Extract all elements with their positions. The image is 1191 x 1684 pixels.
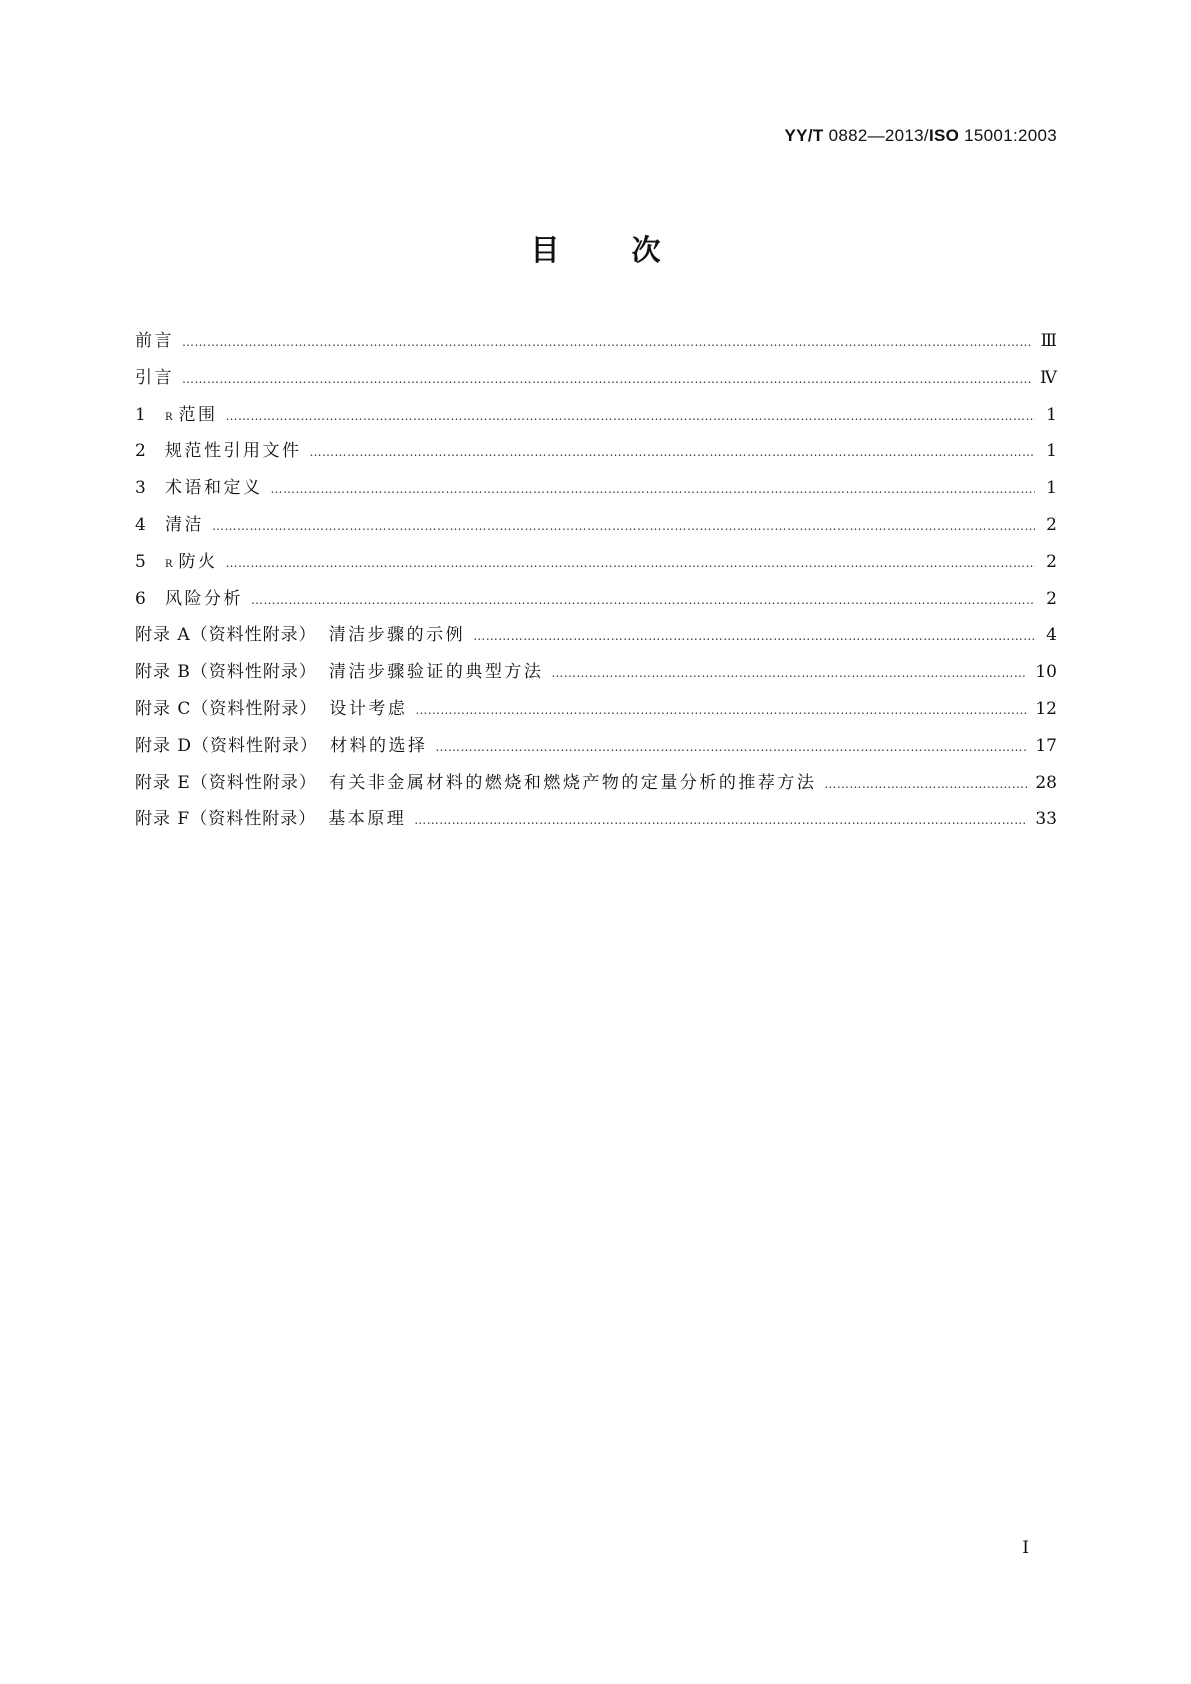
- annex-prefix: 附录 F（资料性附录）: [135, 809, 317, 830]
- toc-entry-number: 1: [135, 404, 146, 425]
- toc-entry-label: 术语和定义: [165, 478, 263, 499]
- toc-entry-6[interactable]: [135, 584, 1057, 621]
- toc-entry-page: Ⅲ: [1040, 331, 1057, 351]
- standard-code-iso: ISO: [928, 126, 960, 145]
- toc-entry-page: Ⅳ: [1040, 367, 1057, 388]
- toc-entry-label: 范围: [178, 404, 218, 425]
- annex-prefix: 附录 B（资料性附录）: [135, 662, 317, 683]
- toc-entry-page: 1: [1046, 478, 1057, 499]
- toc-entry-page: 2: [1046, 588, 1057, 609]
- toc-annex-b[interactable]: [135, 657, 1057, 694]
- toc-entry-4[interactable]: [135, 510, 1057, 547]
- toc-entry-page: 2: [1046, 514, 1057, 535]
- annex-prefix: 附录 D（资料性附录）: [135, 735, 319, 756]
- page-number: I: [1022, 1538, 1029, 1558]
- toc-entry-page: 1: [1046, 441, 1057, 462]
- annex-page: 17: [1035, 735, 1057, 756]
- toc-annex-e[interactable]: [135, 768, 1057, 805]
- toc-entry-number: 4: [135, 514, 146, 535]
- toc-annex-f[interactable]: [135, 804, 1057, 841]
- dot-leader: [226, 556, 1035, 570]
- dot-leader: [271, 482, 1036, 496]
- dot-leader: [212, 519, 1035, 533]
- dot-leader: [824, 777, 1027, 791]
- annex-label: 设计考虑: [329, 698, 408, 719]
- dot-leader: [473, 629, 1035, 643]
- standard-code-number: 0882—2013/: [828, 126, 929, 145]
- dot-leader: [310, 445, 1036, 459]
- title-char-2: 次: [631, 233, 661, 267]
- dot-leader: [182, 335, 1033, 349]
- dot-leader: [182, 372, 1032, 386]
- annex-prefix: 附录 E（资料性附录）: [135, 772, 317, 793]
- annex-label: 材料的选择: [330, 735, 428, 756]
- toc-annex-a[interactable]: [135, 620, 1057, 657]
- toc-entry-label: 规范性引用文件: [165, 441, 302, 462]
- toc-entry-label: 引言: [135, 367, 174, 388]
- dot-leader: [551, 666, 1027, 680]
- standard-code-prefix: YY/T: [784, 126, 824, 145]
- toc-entry-introduction[interactable]: [135, 363, 1057, 400]
- annex-prefix: 附录 C（资料性附录）: [135, 698, 318, 719]
- annex-label: 有关非金属材料的燃烧和燃烧产物的定量分析的推荐方法: [328, 772, 817, 793]
- annex-page: 4: [1046, 625, 1057, 646]
- revision-marker: R: [165, 558, 173, 570]
- table-of-contents: [135, 326, 1057, 841]
- annex-prefix: 附录 A（资料性附录）: [135, 625, 317, 646]
- toc-entry-label: 前言: [135, 331, 174, 351]
- annex-label: 清洁步骤的示例: [328, 625, 466, 646]
- dot-leader: [436, 740, 1028, 754]
- toc-entry-label: 风险分析: [165, 588, 243, 609]
- dot-leader: [226, 409, 1035, 423]
- toc-entry-label: 清洁: [165, 514, 204, 535]
- page-title: [0, 228, 1191, 269]
- dot-leader: [414, 813, 1027, 827]
- annex-label: 基本原理: [328, 809, 407, 830]
- toc-entry-foreword[interactable]: [135, 326, 1057, 363]
- annex-page: 33: [1035, 809, 1057, 830]
- toc-entry-5[interactable]: [135, 547, 1057, 584]
- annex-page: 28: [1035, 772, 1057, 793]
- toc-annex-d[interactable]: [135, 731, 1057, 768]
- toc-entry-number: 3: [135, 478, 146, 499]
- toc-entry-2[interactable]: [135, 436, 1057, 473]
- annex-page: 10: [1035, 662, 1057, 683]
- annex-page: 12: [1035, 698, 1057, 719]
- standard-code: [785, 126, 1057, 146]
- toc-annex-c[interactable]: [135, 694, 1057, 731]
- dot-leader: [415, 703, 1027, 717]
- revision-marker: R: [165, 411, 173, 423]
- standard-code-iso-number: 15001:2003: [964, 126, 1057, 145]
- toc-entry-page: 1: [1046, 404, 1057, 425]
- toc-entry-3[interactable]: [135, 473, 1057, 510]
- toc-entry-number: 5: [135, 551, 146, 572]
- title-char-1: 目: [530, 233, 560, 267]
- toc-entry-page: 2: [1046, 551, 1057, 572]
- toc-entry-label: 防火: [178, 551, 218, 572]
- toc-entry-1[interactable]: [135, 400, 1057, 437]
- dot-leader: [251, 593, 1035, 607]
- toc-entry-number: 2: [135, 441, 146, 462]
- toc-entry-number: 6: [135, 588, 146, 609]
- annex-label: 清洁步骤验证的典型方法: [328, 662, 544, 683]
